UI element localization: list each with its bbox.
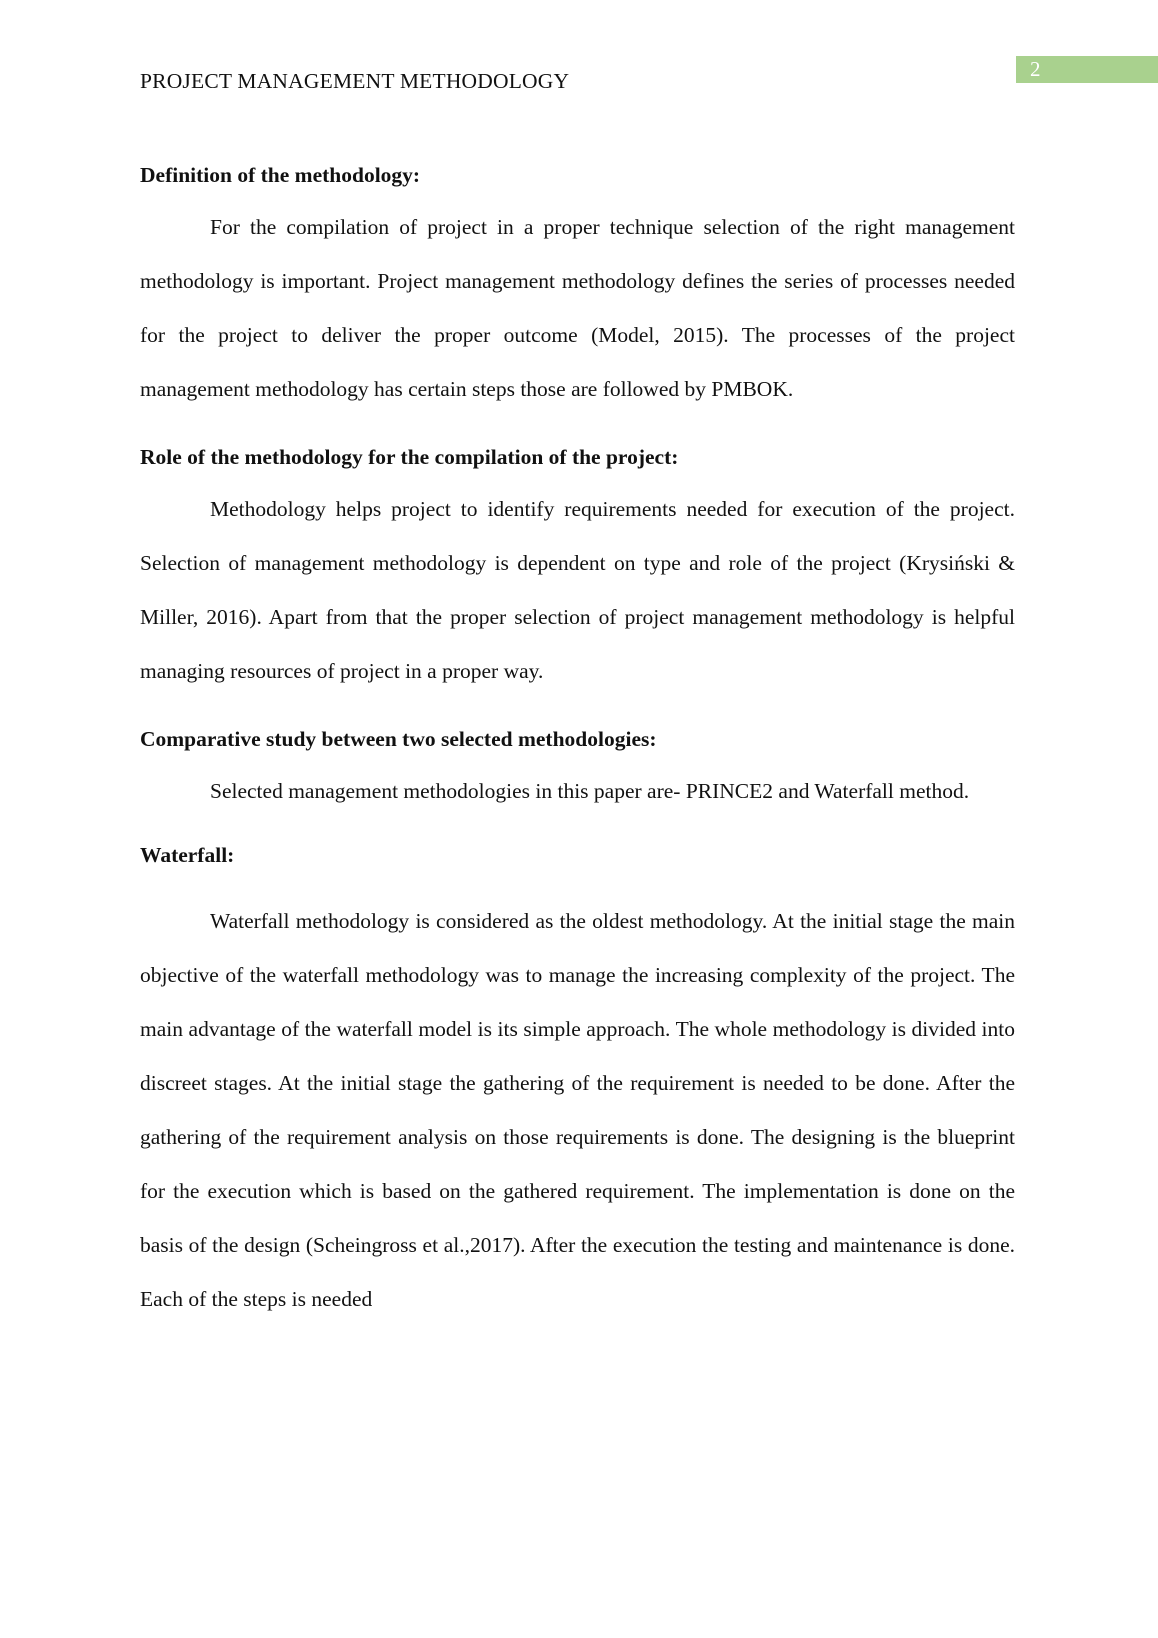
- section-heading-definition: Definition of the methodology:: [140, 163, 421, 187]
- section-paragraph-role: Methodology helps project to identify requirements needed for execution of the project. Selection of management methodology is dependent on type and role of the project (Krysiński & Miller, 2016). Apart from that the proper selection of project management methodology is helpful managing resources of project in a proper way.: [140, 497, 1015, 683]
- page-number: 2: [1030, 57, 1041, 81]
- section-paragraph-comparative-study: Selected management methodologies in this paper are- PRINCE2 and Waterfall method.: [210, 779, 970, 803]
- section-heading-role: Role of the methodology for the compilation of the project:: [140, 445, 679, 469]
- section-heading-waterfall: Waterfall:: [140, 843, 235, 867]
- document-body: [140, 160, 1015, 1326]
- section-paragraph-definition: For the compilation of project in a proper technique selection of the right management methodology is important. Project management methodology defines the series of processes needed for the project to deliver the proper outcome (Model, 2015). The processes of the project management methodology has certain steps those are followed by PMBOK.: [140, 215, 1015, 401]
- section-paragraph-waterfall: Waterfall methodology is considered as the oldest methodology. At the initial stage the main objective of the waterfall methodology was to manage the increasing complexity of the project. The main advantage of the waterfall model is its simple approach. The whole methodology is divided into discreet stages. At the initial stage the gathering of the requirement is needed to be done. After the gathering of the requirement analysis on those requirements is done. The designing is the blueprint for the execution which is based on the gathered requirement. The implementation is done on the basis of the design (Scheingross et al.,2017). After the execution the testing and maintenance is done. Each of the steps is needed: [140, 909, 1015, 1311]
- section-heading-comparative-study: Comparative study between two selected methodologies:: [140, 727, 657, 751]
- running-head: PROJECT MANAGEMENT METHODOLOGY: [140, 69, 570, 93]
- page-number-box: [1016, 56, 1158, 83]
